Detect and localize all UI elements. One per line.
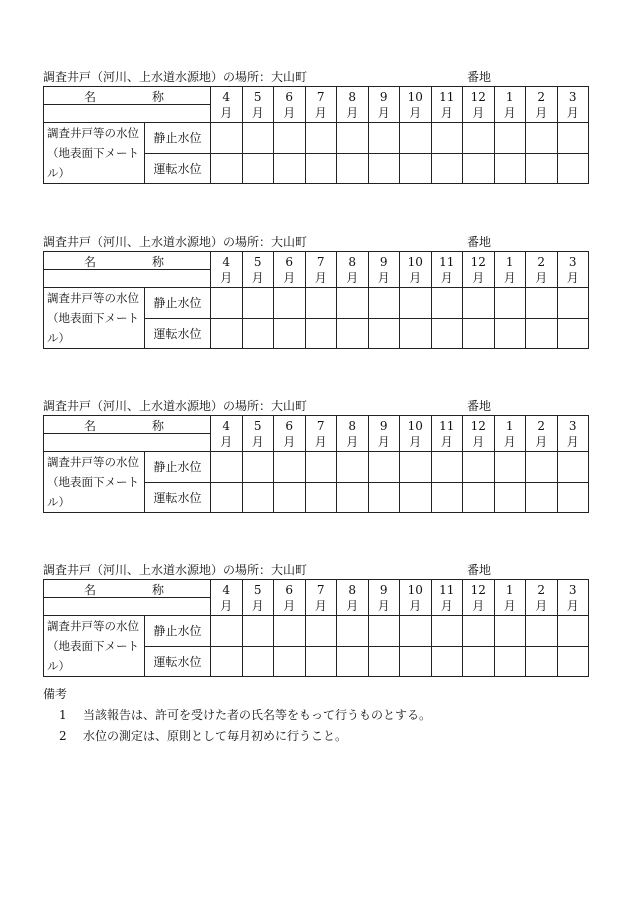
running-level-cell[interactable] bbox=[274, 482, 306, 513]
running-level-cell[interactable] bbox=[526, 646, 558, 677]
month-unit: 月 bbox=[566, 270, 579, 285]
water-level-table bbox=[43, 415, 589, 513]
row-header: 調査井戸等の水位（地表面下メートル） bbox=[44, 288, 145, 349]
running-level-cell[interactable] bbox=[305, 646, 337, 677]
month-header bbox=[368, 87, 400, 123]
month-header bbox=[463, 580, 495, 616]
running-level-cell[interactable] bbox=[368, 318, 400, 349]
month-header bbox=[431, 87, 463, 123]
month-number: 3 bbox=[568, 89, 577, 104]
month-unit: 月 bbox=[566, 434, 579, 449]
month-number: 7 bbox=[316, 582, 325, 597]
running-level-cell[interactable] bbox=[526, 153, 558, 184]
month-header bbox=[557, 416, 589, 452]
month-unit: 月 bbox=[346, 270, 359, 285]
name-header bbox=[44, 252, 211, 270]
month-unit: 月 bbox=[535, 434, 548, 449]
month-number: 6 bbox=[285, 582, 294, 597]
month-header bbox=[494, 252, 526, 288]
month-number: 11 bbox=[439, 418, 455, 433]
location-label: 調査井戸（河川、上水道水源地）の場所：大山町 bbox=[43, 70, 308, 84]
month-unit: 月 bbox=[251, 105, 264, 120]
month-number: 10 bbox=[407, 582, 423, 597]
month-unit: 月 bbox=[377, 105, 390, 120]
static-level-cell[interactable] bbox=[526, 452, 558, 483]
water-level-table bbox=[43, 251, 589, 349]
month-number: 12 bbox=[470, 418, 486, 433]
remark-number: 2 bbox=[59, 729, 67, 743]
month-number: 7 bbox=[316, 89, 325, 104]
month-unit: 月 bbox=[535, 598, 548, 613]
month-unit: 月 bbox=[377, 270, 390, 285]
static-level-cell[interactable] bbox=[431, 452, 463, 483]
static-level-cell[interactable] bbox=[274, 616, 306, 647]
static-level-cell[interactable] bbox=[431, 288, 463, 319]
month-header bbox=[211, 252, 243, 288]
month-number: 1 bbox=[505, 582, 514, 597]
name-label: 名 bbox=[84, 90, 97, 104]
running-level-cell[interactable] bbox=[494, 482, 526, 513]
name-value-cell[interactable] bbox=[44, 434, 211, 452]
static-level-cell[interactable] bbox=[211, 452, 243, 483]
month-unit: 月 bbox=[472, 598, 485, 613]
month-number: 12 bbox=[470, 582, 486, 597]
running-level-cell[interactable] bbox=[337, 318, 369, 349]
static-level-cell[interactable] bbox=[368, 123, 400, 154]
running-level-cell[interactable] bbox=[242, 482, 274, 513]
month-header bbox=[463, 252, 495, 288]
static-level-cell[interactable] bbox=[211, 616, 243, 647]
static-level-cell[interactable] bbox=[242, 123, 274, 154]
month-header bbox=[211, 416, 243, 452]
water-level-table bbox=[43, 579, 589, 677]
location-label: 調査井戸（河川、上水道水源地）の場所：大山町 bbox=[43, 563, 308, 577]
static-level-cell[interactable] bbox=[400, 123, 432, 154]
location-line bbox=[43, 68, 588, 86]
banchi-label: 番地 bbox=[467, 70, 492, 84]
month-number: 8 bbox=[348, 418, 357, 433]
month-number: 2 bbox=[537, 418, 546, 433]
running-level-cell[interactable] bbox=[368, 153, 400, 184]
static-level-cell[interactable] bbox=[274, 452, 306, 483]
running-level-cell[interactable] bbox=[526, 482, 558, 513]
location-line bbox=[43, 397, 588, 415]
running-level-cell[interactable] bbox=[400, 153, 432, 184]
month-header bbox=[211, 580, 243, 616]
running-level-cell[interactable] bbox=[557, 318, 589, 349]
running-level-cell[interactable] bbox=[368, 646, 400, 677]
static-level-label: 静止水位 bbox=[145, 123, 211, 154]
running-level-cell[interactable] bbox=[557, 646, 589, 677]
name-header bbox=[44, 87, 211, 105]
month-number: 10 bbox=[407, 89, 423, 104]
location-line bbox=[43, 561, 588, 579]
static-level-cell[interactable] bbox=[400, 452, 432, 483]
month-number: 3 bbox=[568, 582, 577, 597]
running-level-cell[interactable] bbox=[337, 482, 369, 513]
static-level-cell[interactable] bbox=[337, 616, 369, 647]
month-header bbox=[305, 252, 337, 288]
month-number: 2 bbox=[537, 582, 546, 597]
month-unit: 月 bbox=[220, 598, 233, 613]
month-header bbox=[557, 580, 589, 616]
running-level-cell[interactable] bbox=[211, 482, 243, 513]
running-level-cell[interactable] bbox=[400, 646, 432, 677]
static-level-cell[interactable] bbox=[557, 452, 589, 483]
month-header bbox=[494, 416, 526, 452]
static-level-cell[interactable] bbox=[526, 123, 558, 154]
month-header bbox=[431, 252, 463, 288]
static-level-cell[interactable] bbox=[463, 616, 495, 647]
month-number: 12 bbox=[470, 254, 486, 269]
location-label: 調査井戸（河川、上水道水源地）の場所：大山町 bbox=[43, 235, 308, 249]
month-unit: 月 bbox=[440, 598, 453, 613]
running-level-cell[interactable] bbox=[305, 153, 337, 184]
month-header bbox=[337, 580, 369, 616]
month-number: 4 bbox=[222, 89, 231, 104]
month-header bbox=[526, 252, 558, 288]
static-level-cell[interactable] bbox=[526, 616, 558, 647]
running-level-cell[interactable] bbox=[211, 646, 243, 677]
month-header bbox=[242, 252, 274, 288]
month-number: 6 bbox=[285, 89, 294, 104]
month-header bbox=[400, 87, 432, 123]
static-level-cell[interactable] bbox=[368, 616, 400, 647]
month-number: 1 bbox=[505, 254, 514, 269]
month-number: 6 bbox=[285, 418, 294, 433]
static-level-cell[interactable] bbox=[400, 616, 432, 647]
remark-text: 水位の測定は、原則として毎月初めに行うこと。 bbox=[83, 729, 348, 743]
month-number: 8 bbox=[348, 254, 357, 269]
month-header bbox=[400, 252, 432, 288]
static-level-cell[interactable] bbox=[494, 616, 526, 647]
month-number: 6 bbox=[285, 254, 294, 269]
running-level-cell[interactable] bbox=[494, 646, 526, 677]
running-level-cell[interactable] bbox=[431, 318, 463, 349]
month-unit: 月 bbox=[251, 270, 264, 285]
month-header bbox=[274, 87, 306, 123]
name-label: 名 bbox=[84, 419, 97, 433]
remark-item-1 bbox=[43, 705, 431, 726]
static-level-label: 静止水位 bbox=[145, 452, 211, 483]
static-level-label: 静止水位 bbox=[145, 288, 211, 319]
month-number: 9 bbox=[379, 89, 388, 104]
name-label: 称 bbox=[152, 419, 165, 433]
month-header bbox=[494, 580, 526, 616]
static-level-cell[interactable] bbox=[274, 123, 306, 154]
month-number: 5 bbox=[253, 582, 262, 597]
month-unit: 月 bbox=[314, 434, 327, 449]
name-label: 称 bbox=[152, 90, 165, 104]
static-level-cell[interactable] bbox=[242, 288, 274, 319]
month-header bbox=[337, 87, 369, 123]
name-value-cell[interactable] bbox=[44, 270, 211, 288]
survey-block-3 bbox=[43, 397, 588, 513]
month-unit: 月 bbox=[377, 434, 390, 449]
running-level-label: 運転水位 bbox=[145, 318, 211, 349]
month-number: 10 bbox=[407, 418, 423, 433]
month-unit: 月 bbox=[251, 434, 264, 449]
month-number: 9 bbox=[379, 254, 388, 269]
month-header bbox=[463, 87, 495, 123]
month-unit: 月 bbox=[346, 434, 359, 449]
month-header bbox=[431, 416, 463, 452]
month-number: 1 bbox=[505, 418, 514, 433]
month-unit: 月 bbox=[346, 598, 359, 613]
month-header bbox=[400, 416, 432, 452]
banchi-label: 番地 bbox=[467, 399, 492, 413]
month-unit: 月 bbox=[283, 598, 296, 613]
static-level-cell[interactable] bbox=[557, 616, 589, 647]
water-level-table bbox=[43, 86, 589, 184]
name-header bbox=[44, 580, 211, 598]
running-level-cell[interactable] bbox=[494, 153, 526, 184]
static-level-cell[interactable] bbox=[274, 288, 306, 319]
month-unit: 月 bbox=[440, 105, 453, 120]
running-level-cell[interactable] bbox=[337, 153, 369, 184]
month-unit: 月 bbox=[283, 434, 296, 449]
row-header: 調査井戸等の水位（地表面下メートル） bbox=[44, 616, 145, 677]
month-unit: 月 bbox=[251, 598, 264, 613]
row-header: 調査井戸等の水位（地表面下メートル） bbox=[44, 123, 145, 184]
month-unit: 月 bbox=[503, 270, 516, 285]
month-number: 3 bbox=[568, 254, 577, 269]
month-number: 1 bbox=[505, 89, 514, 104]
month-number: 5 bbox=[253, 418, 262, 433]
running-level-cell[interactable] bbox=[431, 646, 463, 677]
month-header bbox=[274, 252, 306, 288]
static-level-cell[interactable] bbox=[494, 288, 526, 319]
month-unit: 月 bbox=[314, 270, 327, 285]
month-unit: 月 bbox=[566, 105, 579, 120]
name-value-cell[interactable] bbox=[44, 598, 211, 616]
running-level-cell[interactable] bbox=[557, 482, 589, 513]
month-number: 12 bbox=[470, 89, 486, 104]
month-unit: 月 bbox=[472, 270, 485, 285]
static-level-cell[interactable] bbox=[305, 288, 337, 319]
month-number: 5 bbox=[253, 89, 262, 104]
month-header bbox=[431, 580, 463, 616]
month-header bbox=[337, 252, 369, 288]
static-level-cell[interactable] bbox=[431, 123, 463, 154]
month-header bbox=[368, 580, 400, 616]
name-header bbox=[44, 416, 211, 434]
remark-text: 当該報告は、許可を受けた者の氏名等をもって行うものとする。 bbox=[83, 708, 432, 722]
running-level-cell[interactable] bbox=[211, 153, 243, 184]
static-level-cell[interactable] bbox=[526, 288, 558, 319]
name-label: 名 bbox=[84, 583, 97, 597]
row-header: 調査井戸等の水位（地表面下メートル） bbox=[44, 452, 145, 513]
month-header bbox=[305, 87, 337, 123]
month-unit: 月 bbox=[440, 270, 453, 285]
running-level-cell[interactable] bbox=[337, 646, 369, 677]
running-level-cell[interactable] bbox=[557, 153, 589, 184]
running-level-cell[interactable] bbox=[463, 318, 495, 349]
static-level-cell[interactable] bbox=[368, 288, 400, 319]
running-level-cell[interactable] bbox=[242, 318, 274, 349]
static-level-cell[interactable] bbox=[337, 288, 369, 319]
banchi-label: 番地 bbox=[467, 235, 492, 249]
static-level-cell[interactable] bbox=[557, 288, 589, 319]
static-level-cell[interactable] bbox=[337, 452, 369, 483]
month-number: 7 bbox=[316, 418, 325, 433]
survey-block-1 bbox=[43, 68, 588, 184]
static-level-cell[interactable] bbox=[557, 123, 589, 154]
month-header bbox=[242, 580, 274, 616]
running-level-cell[interactable] bbox=[274, 153, 306, 184]
running-level-label: 運転水位 bbox=[145, 646, 211, 677]
static-level-cell[interactable] bbox=[494, 452, 526, 483]
month-unit: 月 bbox=[346, 105, 359, 120]
static-level-cell[interactable] bbox=[463, 452, 495, 483]
month-unit: 月 bbox=[220, 105, 233, 120]
name-label: 称 bbox=[152, 255, 165, 269]
month-number: 5 bbox=[253, 254, 262, 269]
static-level-cell[interactable] bbox=[431, 616, 463, 647]
month-number: 7 bbox=[316, 254, 325, 269]
running-level-cell[interactable] bbox=[211, 318, 243, 349]
month-header bbox=[494, 87, 526, 123]
month-number: 8 bbox=[348, 582, 357, 597]
month-number: 4 bbox=[222, 254, 231, 269]
static-level-cell[interactable] bbox=[305, 123, 337, 154]
month-unit: 月 bbox=[503, 598, 516, 613]
static-level-cell[interactable] bbox=[305, 452, 337, 483]
month-number: 2 bbox=[537, 254, 546, 269]
month-number: 11 bbox=[439, 89, 455, 104]
month-unit: 月 bbox=[220, 434, 233, 449]
remarks bbox=[43, 684, 431, 747]
month-number: 2 bbox=[537, 89, 546, 104]
running-level-cell[interactable] bbox=[431, 153, 463, 184]
month-number: 9 bbox=[379, 582, 388, 597]
month-unit: 月 bbox=[440, 434, 453, 449]
month-header bbox=[557, 87, 589, 123]
static-level-cell[interactable] bbox=[242, 452, 274, 483]
location-line bbox=[43, 233, 588, 251]
static-level-cell[interactable] bbox=[211, 288, 243, 319]
month-number: 4 bbox=[222, 418, 231, 433]
month-unit: 月 bbox=[220, 270, 233, 285]
static-level-cell[interactable] bbox=[211, 123, 243, 154]
month-number: 8 bbox=[348, 89, 357, 104]
running-level-cell[interactable] bbox=[431, 482, 463, 513]
remarks-heading: 備考 bbox=[43, 687, 68, 701]
month-header bbox=[242, 416, 274, 452]
month-unit: 月 bbox=[314, 105, 327, 120]
month-unit: 月 bbox=[314, 598, 327, 613]
month-number: 10 bbox=[407, 254, 423, 269]
remark-number: 1 bbox=[59, 708, 67, 722]
month-unit: 月 bbox=[566, 598, 579, 613]
static-level-cell[interactable] bbox=[242, 616, 274, 647]
month-header bbox=[526, 87, 558, 123]
survey-block-2 bbox=[43, 233, 588, 349]
static-level-cell[interactable] bbox=[337, 123, 369, 154]
month-header bbox=[305, 416, 337, 452]
running-level-cell[interactable] bbox=[463, 153, 495, 184]
name-label: 称 bbox=[152, 583, 165, 597]
month-unit: 月 bbox=[472, 434, 485, 449]
static-level-cell[interactable] bbox=[463, 123, 495, 154]
survey-block-4 bbox=[43, 561, 588, 677]
running-level-cell[interactable] bbox=[463, 646, 495, 677]
remark-item-2 bbox=[43, 726, 431, 747]
running-level-cell[interactable] bbox=[242, 646, 274, 677]
month-header bbox=[274, 416, 306, 452]
month-number: 3 bbox=[568, 418, 577, 433]
month-unit: 月 bbox=[377, 598, 390, 613]
month-number: 11 bbox=[439, 254, 455, 269]
month-unit: 月 bbox=[535, 270, 548, 285]
month-unit: 月 bbox=[472, 105, 485, 120]
name-label: 名 bbox=[84, 255, 97, 269]
month-header bbox=[463, 416, 495, 452]
month-header bbox=[211, 87, 243, 123]
month-number: 11 bbox=[439, 582, 455, 597]
running-level-cell[interactable] bbox=[305, 318, 337, 349]
month-unit: 月 bbox=[283, 270, 296, 285]
running-level-cell[interactable] bbox=[368, 482, 400, 513]
static-level-cell[interactable] bbox=[368, 452, 400, 483]
running-level-cell[interactable] bbox=[274, 318, 306, 349]
month-unit: 月 bbox=[409, 434, 422, 449]
month-header bbox=[526, 580, 558, 616]
month-header bbox=[305, 580, 337, 616]
running-level-cell[interactable] bbox=[305, 482, 337, 513]
running-level-cell[interactable] bbox=[242, 153, 274, 184]
month-header bbox=[337, 416, 369, 452]
running-level-cell[interactable] bbox=[400, 482, 432, 513]
banchi-label: 番地 bbox=[467, 563, 492, 577]
month-unit: 月 bbox=[409, 105, 422, 120]
month-unit: 月 bbox=[503, 434, 516, 449]
static-level-cell[interactable] bbox=[463, 288, 495, 319]
running-level-cell[interactable] bbox=[526, 318, 558, 349]
month-unit: 月 bbox=[409, 270, 422, 285]
month-header bbox=[274, 580, 306, 616]
month-unit: 月 bbox=[503, 105, 516, 120]
month-header bbox=[368, 252, 400, 288]
running-level-label: 運転水位 bbox=[145, 482, 211, 513]
running-level-label: 運転水位 bbox=[145, 153, 211, 184]
month-number: 4 bbox=[222, 582, 231, 597]
month-unit: 月 bbox=[535, 105, 548, 120]
month-header bbox=[526, 416, 558, 452]
running-level-cell[interactable] bbox=[494, 318, 526, 349]
running-level-cell[interactable] bbox=[274, 646, 306, 677]
static-level-cell[interactable] bbox=[494, 123, 526, 154]
month-header bbox=[368, 416, 400, 452]
month-number: 9 bbox=[379, 418, 388, 433]
running-level-cell[interactable] bbox=[400, 318, 432, 349]
month-header bbox=[557, 252, 589, 288]
location-label: 調査井戸（河川、上水道水源地）の場所：大山町 bbox=[43, 399, 308, 413]
month-unit: 月 bbox=[409, 598, 422, 613]
month-header bbox=[242, 87, 274, 123]
static-level-cell[interactable] bbox=[400, 288, 432, 319]
static-level-cell[interactable] bbox=[305, 616, 337, 647]
static-level-label: 静止水位 bbox=[145, 616, 211, 647]
name-value-cell[interactable] bbox=[44, 105, 211, 123]
running-level-cell[interactable] bbox=[463, 482, 495, 513]
month-unit: 月 bbox=[283, 105, 296, 120]
month-header bbox=[400, 580, 432, 616]
